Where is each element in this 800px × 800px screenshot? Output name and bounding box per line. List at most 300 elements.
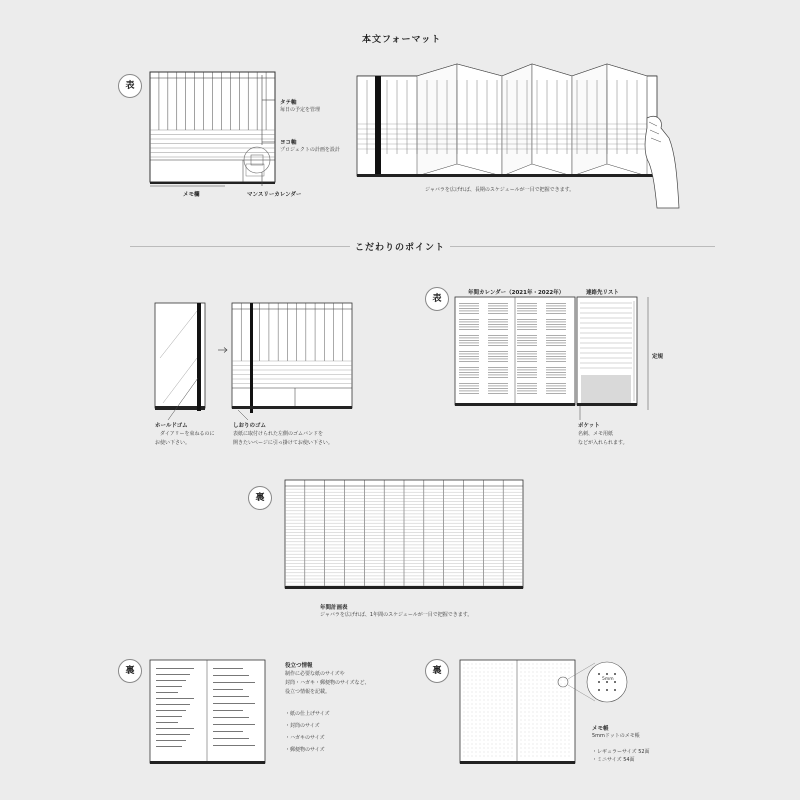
fill-mark [156, 704, 190, 705]
dot-mark [549, 704, 550, 705]
fill-mark [488, 311, 508, 312]
dot-mark [500, 704, 501, 705]
fill-mark [459, 393, 479, 394]
dot-mark [468, 728, 469, 729]
dot-mark [521, 700, 522, 701]
dot-mark [484, 676, 485, 677]
dot-mark [553, 740, 554, 741]
fill-mark [517, 306, 537, 307]
dot-mark [557, 736, 558, 737]
dot-mark [488, 732, 489, 733]
dot-mark [533, 664, 534, 665]
dot-mark [512, 664, 513, 665]
dot-mark [512, 676, 513, 677]
dot-mark [500, 696, 501, 697]
dot-mark [508, 688, 509, 689]
dot-mark [553, 728, 554, 729]
dot-mark [537, 672, 538, 673]
dot-mark [529, 676, 530, 677]
dot-mark [488, 756, 489, 757]
dot-mark [541, 676, 542, 677]
dot-mark [508, 676, 509, 677]
fill-mark [488, 393, 508, 394]
dot-mark [533, 732, 534, 733]
dot-mark [553, 672, 554, 673]
dot-mark [496, 684, 497, 685]
dot-mark [537, 676, 538, 677]
dot-mark [488, 704, 489, 705]
dot-mark [541, 752, 542, 753]
dot-mark [500, 708, 501, 709]
dot-mark [468, 712, 469, 713]
fill-mark [488, 354, 508, 355]
dot-mark [476, 708, 477, 709]
dot-mark [480, 756, 481, 757]
dot-mark [529, 748, 530, 749]
dot-mark [525, 692, 526, 693]
fill-mark [546, 327, 566, 328]
dot-mark [488, 684, 489, 685]
fill-mark [488, 327, 508, 328]
dot-mark [496, 668, 497, 669]
dot-mark [472, 664, 473, 665]
dot-mark [488, 740, 489, 741]
dot-mark [464, 664, 465, 665]
dot-mark [549, 692, 550, 693]
fill-mark [156, 746, 182, 747]
dot-mark [557, 748, 558, 749]
fill-mark [156, 716, 182, 717]
dot-mark [480, 688, 481, 689]
fill-mark [459, 354, 479, 355]
dot-mark [476, 744, 477, 745]
dot-mark [553, 736, 554, 737]
dot-mark [529, 696, 530, 697]
dot-mark [492, 744, 493, 745]
dot-mark [508, 740, 509, 741]
tate-desc: 毎日の予定を管理 [280, 107, 321, 113]
dot-mark [476, 740, 477, 741]
dot-mark [472, 732, 473, 733]
dot-mark [480, 744, 481, 745]
dot-mark [476, 728, 477, 729]
dot-mark [512, 696, 513, 697]
dot-mark [545, 676, 546, 677]
dot-mark [488, 716, 489, 717]
dot-mark [500, 680, 501, 681]
dot-mark [476, 704, 477, 705]
dot-mark [525, 684, 526, 685]
fill-mark [488, 391, 508, 392]
dot-mark [565, 728, 566, 729]
dot-mark [496, 748, 497, 749]
dot-mark [529, 672, 530, 673]
badge-front-2: 表 [425, 287, 449, 311]
dot-mark [549, 752, 550, 753]
dot-mark [492, 740, 493, 741]
dot-mark [500, 740, 501, 741]
dot-mark [533, 712, 534, 713]
dot-mark [549, 684, 550, 685]
fill-mark [213, 724, 255, 725]
fill-mark [517, 370, 537, 371]
dot-mark [500, 688, 501, 689]
dot-mark [541, 708, 542, 709]
dot-mark [561, 744, 562, 745]
fill-mark [459, 356, 479, 357]
dot-mark [561, 740, 562, 741]
dot-mark [492, 728, 493, 729]
dot-mark [521, 744, 522, 745]
dot-mark [537, 744, 538, 745]
dot-mark [525, 756, 526, 757]
dot-mark [553, 704, 554, 705]
dot-mark [521, 680, 522, 681]
dot-mark [529, 680, 530, 681]
dot-mark [484, 680, 485, 681]
dot-mark [512, 684, 513, 685]
dot-mark [561, 716, 562, 717]
dot-mark [504, 668, 505, 669]
dot-mark [464, 728, 465, 729]
dot-mark [561, 724, 562, 725]
dot-mark [553, 696, 554, 697]
fill-mark [517, 345, 537, 346]
dot-mark [488, 688, 489, 689]
dot-mark [504, 680, 505, 681]
dot-mark [569, 708, 570, 709]
dot-mark [468, 736, 469, 737]
dot-mark [464, 740, 465, 741]
fill-mark [546, 335, 566, 336]
dot-mark [500, 756, 501, 757]
dot-mark [468, 688, 469, 689]
dot-mark [500, 748, 501, 749]
dot-mark [529, 736, 530, 737]
dot-mark [464, 676, 465, 677]
dot-mark [525, 724, 526, 725]
fill-mark [156, 728, 194, 729]
dot-mark [561, 736, 562, 737]
dot-mark [504, 720, 505, 721]
dot-mark [553, 692, 554, 693]
fill-mark [546, 345, 566, 346]
dot-mark [557, 740, 558, 741]
pocket-desc-1: 名刺、メモ用紙 [578, 431, 614, 437]
dot-mark [533, 744, 534, 745]
dot-mark [537, 732, 538, 733]
dot-mark [504, 704, 505, 705]
dot-mark [512, 732, 513, 733]
dot-mark [500, 700, 501, 701]
dot-mark [569, 716, 570, 717]
dot-mark [488, 708, 489, 709]
badge-back-2: 裏 [118, 659, 142, 683]
dot-mark [553, 752, 554, 753]
dot-mark [496, 704, 497, 705]
dot-mark [492, 672, 493, 673]
fill-mark [488, 329, 508, 330]
fill-mark [517, 372, 537, 373]
dot-mark [500, 664, 501, 665]
dot-mark [472, 680, 473, 681]
dot-mark [541, 716, 542, 717]
dot-mark [545, 728, 546, 729]
hold-title: ホールドゴム [155, 423, 188, 429]
dot-mark [512, 712, 513, 713]
fill-mark [156, 734, 190, 735]
fill-mark [546, 343, 566, 344]
dot-mark [569, 756, 570, 757]
dot-mark [537, 724, 538, 725]
fill-mark [517, 340, 537, 341]
dot-mark [569, 724, 570, 725]
fill-mark [213, 717, 249, 718]
fill-mark [156, 686, 182, 687]
dot-mark [508, 748, 509, 749]
fill-mark [459, 391, 479, 392]
dot-mark [557, 712, 558, 713]
dot-mark [484, 724, 485, 725]
dot-mark [480, 752, 481, 753]
fill-mark [213, 731, 243, 732]
dot-mark [521, 672, 522, 673]
fill-mark [488, 375, 508, 376]
dot-mark [521, 704, 522, 705]
dot-mark [512, 668, 513, 669]
dot-mark [504, 676, 505, 677]
dot-mark [569, 720, 570, 721]
dot-mark [464, 704, 465, 705]
dot-mark [476, 752, 477, 753]
fill-mark [213, 696, 249, 697]
fill-mark [488, 335, 508, 336]
fill-mark [213, 738, 249, 739]
dot-mark [537, 692, 538, 693]
dot-mark [492, 700, 493, 701]
dot-mark [545, 720, 546, 721]
dot-mark [565, 708, 566, 709]
dot-mark [525, 736, 526, 737]
dot-mark [537, 668, 538, 669]
dot-mark [464, 700, 465, 701]
dot-mark [549, 696, 550, 697]
fill-mark [459, 375, 479, 376]
fill-mark [488, 345, 508, 346]
dot-mark [492, 692, 493, 693]
dot-mark [504, 716, 505, 717]
dot-mark [553, 712, 554, 713]
nenkan-cal-label: 年間カレンダー（2021年・2022年） [468, 290, 565, 296]
dot-mark [545, 740, 546, 741]
dot-mark [488, 744, 489, 745]
fill-mark [517, 308, 537, 309]
dot-mark [468, 704, 469, 705]
dot-mark [476, 688, 477, 689]
dot-mark [529, 708, 530, 709]
dot-mark [504, 748, 505, 749]
dot-mark [464, 692, 465, 693]
dot-mark [541, 696, 542, 697]
dot-mark [557, 716, 558, 717]
dot-mark [500, 692, 501, 693]
dot-mark [488, 700, 489, 701]
dot-mark [525, 728, 526, 729]
dot-mark [512, 752, 513, 753]
renraku-label: 連絡先リスト [586, 290, 619, 296]
dot-mark [476, 692, 477, 693]
dot-mark [525, 672, 526, 673]
fill-mark [488, 340, 508, 341]
dot-mark [492, 680, 493, 681]
dot-mark [533, 728, 534, 729]
memo-label: メモ欄 [183, 192, 200, 198]
dot-mark [468, 680, 469, 681]
dot-mark [468, 724, 469, 725]
dot-mark [565, 752, 566, 753]
dot-mark [504, 684, 505, 685]
fill-mark [488, 377, 508, 378]
dot-mark [549, 728, 550, 729]
dot-mark [541, 732, 542, 733]
fill-mark [546, 324, 566, 325]
dot-mark [464, 672, 465, 673]
dot-mark [537, 696, 538, 697]
dot-mark [569, 736, 570, 737]
dot-mark [549, 756, 550, 757]
dot-mark [508, 708, 509, 709]
dot-mark [549, 676, 550, 677]
dot-mark [545, 712, 546, 713]
dot-mark [508, 692, 509, 693]
dot-mark [464, 724, 465, 725]
dot-mark [484, 668, 485, 669]
dot-mark [512, 700, 513, 701]
dot-mark [476, 736, 477, 737]
dot-mark [472, 736, 473, 737]
dot-mark [468, 664, 469, 665]
dot-mark [545, 736, 546, 737]
dot-mark [472, 704, 473, 705]
dot-mark [529, 724, 530, 725]
dot-mark [488, 712, 489, 713]
dot-mark [492, 708, 493, 709]
dot-mark [496, 696, 497, 697]
dot-mark [521, 756, 522, 757]
dot-mark [521, 740, 522, 741]
dot-mark [492, 688, 493, 689]
dot-mark [565, 740, 566, 741]
dot-mark [521, 732, 522, 733]
dot-mark [537, 728, 538, 729]
fill-mark [517, 377, 537, 378]
dot-mark [537, 756, 538, 757]
dot-mark [488, 752, 489, 753]
fill-mark [517, 338, 537, 339]
dot-mark [521, 684, 522, 685]
fill-mark [459, 308, 479, 309]
dot-mark [508, 700, 509, 701]
dot-mark [525, 740, 526, 741]
fill-mark [459, 338, 479, 339]
dot-mark [492, 736, 493, 737]
dot-mark [504, 712, 505, 713]
fill-mark [546, 354, 566, 355]
dot-mark [468, 720, 469, 721]
dot-mark [464, 752, 465, 753]
dot-mark [561, 712, 562, 713]
dot-mark [480, 736, 481, 737]
dot-mark [464, 716, 465, 717]
dot-mark [484, 684, 485, 685]
dot-mark [512, 716, 513, 717]
dot-mark [557, 732, 558, 733]
dot-mark [504, 740, 505, 741]
dot-mark [533, 668, 534, 669]
dot-mark [508, 696, 509, 697]
dot-mark [476, 684, 477, 685]
fill-mark [459, 351, 479, 352]
dot-mark [496, 716, 497, 717]
dot-mark [541, 672, 542, 673]
dot-mark [512, 744, 513, 745]
fill-mark [546, 377, 566, 378]
dot-mark [476, 680, 477, 681]
dot-mark [529, 700, 530, 701]
dot-mark [476, 668, 477, 669]
dot-mark [533, 680, 534, 681]
dot-mark [472, 708, 473, 709]
dot-mark [484, 728, 485, 729]
dot-mark [480, 748, 481, 749]
dot-mark [484, 712, 485, 713]
dot-mark [480, 704, 481, 705]
fill-mark [517, 388, 537, 389]
fill-mark [517, 311, 537, 312]
fill-mark [488, 351, 508, 352]
dot-mark [545, 756, 546, 757]
dot-mark [529, 756, 530, 757]
dot-mark [549, 700, 550, 701]
dot-mark [569, 752, 570, 753]
badge-back-3: 裏 [425, 659, 449, 683]
dot-mark [488, 672, 489, 673]
dot-mark [533, 724, 534, 725]
dot-mark [500, 736, 501, 737]
dot-mark [541, 664, 542, 665]
dot-mark [484, 664, 485, 665]
dot-mark [541, 720, 542, 721]
dot-mark [549, 736, 550, 737]
dot-mark [476, 716, 477, 717]
dot-mark [521, 736, 522, 737]
dot-mark [565, 716, 566, 717]
fill-mark [546, 386, 566, 387]
dot-mark [533, 696, 534, 697]
fill-mark [488, 383, 508, 384]
fill-mark [546, 367, 566, 368]
dot-mark [545, 672, 546, 673]
dot-mark [521, 664, 522, 665]
dot-mark [508, 712, 509, 713]
dot-mark [549, 732, 550, 733]
nenkan-plan-title: 年間計画表 [320, 605, 348, 611]
dot-mark [488, 748, 489, 749]
dot-mark [472, 756, 473, 757]
dot-mark [484, 748, 485, 749]
fill-mark [546, 303, 566, 304]
hold-desc-1: ダイアリーを束ねるのに [160, 431, 215, 437]
